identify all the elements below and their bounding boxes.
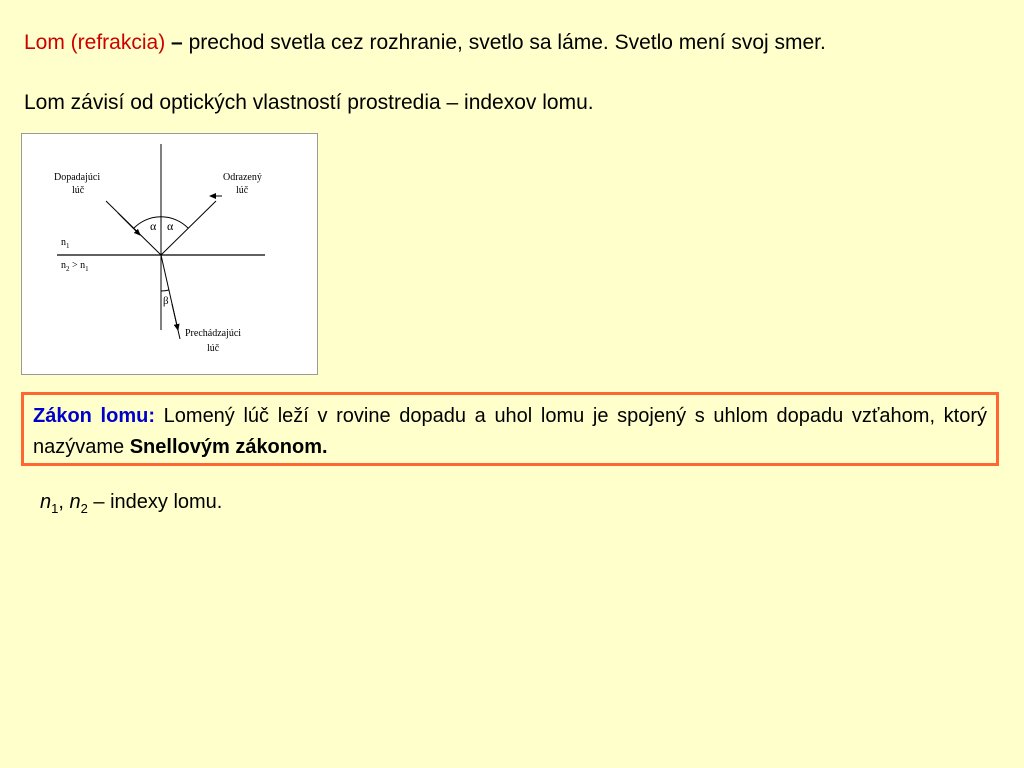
reflected-label-line2: lúč (236, 185, 249, 196)
n1-subscript: 1 (51, 501, 59, 516)
beta-label: β (163, 295, 169, 307)
n2-subscript: 2 (80, 501, 88, 516)
incident-arrow (118, 213, 140, 235)
indices-separator: , (58, 491, 70, 513)
refracted-label-line1: Prechádzajúci (185, 328, 242, 339)
law-title: Zákon lomu: (33, 405, 155, 427)
refraction-definition (24, 31, 826, 55)
refraction-diagram-svg (22, 134, 317, 374)
n2-label: $n_2 > n_1$ (61, 260, 89, 273)
n1-label: $n_1$ (61, 237, 70, 250)
term-refraction: Lom (refrakcia) (24, 31, 166, 54)
refraction-diagram (21, 133, 318, 375)
alpha-label-right: α (167, 219, 174, 233)
definition-text: prechod svetla cez rozhranie, svetlo sa láme. Svetlo mení svoj smer. (188, 31, 826, 54)
indices-text: – indexy lomu. (87, 491, 223, 513)
snell-law-emphasis: Snellovým zákonom. (129, 436, 328, 458)
reflected-label-line1: Odrazený (223, 172, 262, 183)
n1-symbol: n (40, 491, 52, 513)
n2-symbol: n (69, 491, 81, 513)
alpha-label-left: α (150, 219, 157, 233)
refracted-label-line2: lúč (207, 343, 220, 354)
refracted-arrow (172, 304, 178, 330)
indices-note (40, 491, 222, 516)
definition-dash: – (165, 31, 189, 54)
law-of-refraction-box (21, 392, 999, 466)
law-text: Lomený lúč leží v rovine dopadu a uhol lomu je spojený s uhlom dopadu vzťahom, ktorý nazývame (33, 405, 988, 458)
beta-arc (161, 290, 169, 291)
dependence-statement: Lom závisí od optických vlastností prostredia – indexov lomu. (24, 91, 594, 114)
incident-label-line2: lúč (72, 185, 85, 196)
incident-label-line1: Dopadajúci (54, 172, 101, 183)
